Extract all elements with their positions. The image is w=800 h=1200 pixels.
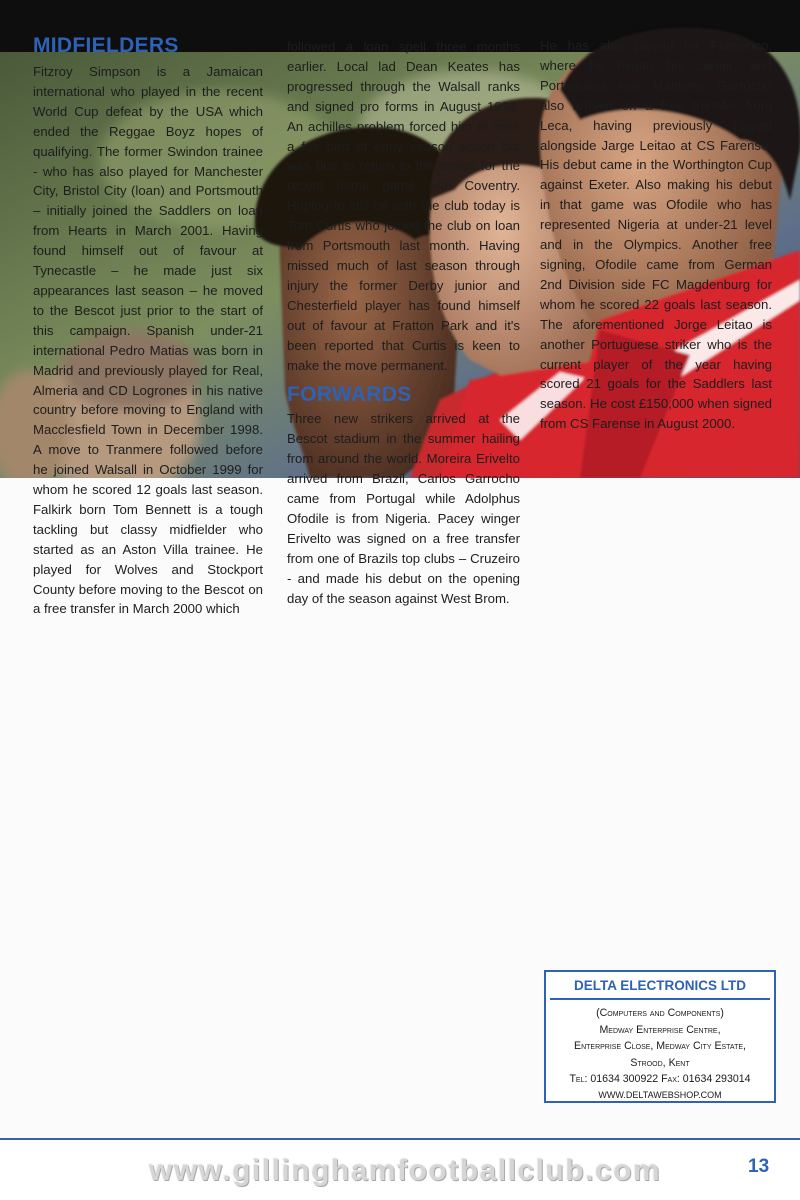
- column-2: [287, 37, 520, 608]
- midfielders-text-part-2: followed a loan spell three months earlier. Local lad Dean Keates has progressed through the Walsall ranks and signed pro forms in August 1996. An achilles problem forced him to miss a fair part of early season action but was due to return to the squad for the recent home game with Coventry. Hoping to still be with the club today is Tom Curtis who joined the club on loan from Portsmouth last month. Having missed much of last season through injury the former Derby junior and Chesterfield player has found himself out of favour at Fratton Park and it's been reported that Curtis is keen to make the move permanent.: [287, 39, 520, 373]
- advert-line: Enterprise Close, Medway City Estate,: [574, 1040, 746, 1052]
- advert-line: (Computers and Components): [596, 1007, 724, 1019]
- midfielders-text-part-1: Fitzroy Simpson is a Jamaican international who played in the recent World Cup defeat by the USA which ended the Reggae Boyz hopes of qualifying. The former Swindon trainee - who has also played for Manchester City, Bristol City (loan) and Portsmouth – initially joined the Saddlers on loan from Hearts in March 2001. Having found himself out of favour at Tynecastle – he made just six appearances last season – he moved to the Bescot just prior to the start of this campaign. Spanish under-21 international Pedro Matias was born in Madrid and previously played for Real, Almeria and CD Logrones in his native country before moving to England with Macclesfield Town in December 1998. A move to Tranmere followed before he joined Walsall in October 1999 for whom he scored 12 goals last season. Falkirk born Tom Bennett is a tough tackling but classy midfielder who started as an Aston Villa trainee. He played for Wolves and Stockport County before moving to the Bescot on a free transfer in March 2000 which: [33, 64, 263, 617]
- advert-title: DELTA ELECTRONICS LTD: [550, 972, 770, 1000]
- forwards-heading: FORWARDS: [287, 383, 412, 407]
- forwards-text-part-1: Three new strikers arrived at the Bescot stadium in the summer hailing from around the world. Moreira Erivelto arrived from Brazil, Carlos Garrocho came from Portugal while Adolphus Ofodile is from Nigeria. Pacey winger Erivelto was signed on a free transfer from one of Brazils top clubs – Cruzeiro - and made his debut on the opening day of the season against West Brom.: [287, 411, 520, 606]
- delta-electronics-advert: [544, 970, 776, 1103]
- page-footer: [0, 1140, 800, 1200]
- forwards-text-part-2: He has also played for Flamenco, where he began his career, and Portuguese side Maritimo. Garrocho also arrived on a free transfer from Leca, having previously played alongside Jarge Leitao at CS Farense. His debut came in the Worthington Cup against Exeter. Also making his debut in that game was Ofodile who has represented Nigeria at under-21 level and in the Olympics. Another free signing, Ofodile came from German 2nd Division side FC Magdenburg for whom he scored 22 goals last season. The aforementioned Jorge Leitao is another Portuguese striker who is the current player of the year having scored 21 goals for the Saddlers last season. He cost £150,000 when signed from CS Farense in August 2000.: [540, 38, 772, 432]
- midfielders-heading: MIDFIELDERS: [33, 34, 179, 57]
- advert-line: Tel: 01634 300922 Fax: 01634 293014: [569, 1073, 751, 1085]
- advert-line: Medway Enterprise Centre,: [599, 1023, 721, 1036]
- advert-website[interactable]: WWW.DELTAWEBSHOP.COM: [598, 1089, 722, 1100]
- page-number: 13: [748, 1156, 770, 1177]
- club-website-url[interactable]: www.gillinghamfootballclub.com: [148, 1154, 662, 1187]
- column-3: [540, 36, 772, 434]
- column-1: [33, 36, 263, 619]
- advert-line: Strood, Kent: [630, 1056, 690, 1069]
